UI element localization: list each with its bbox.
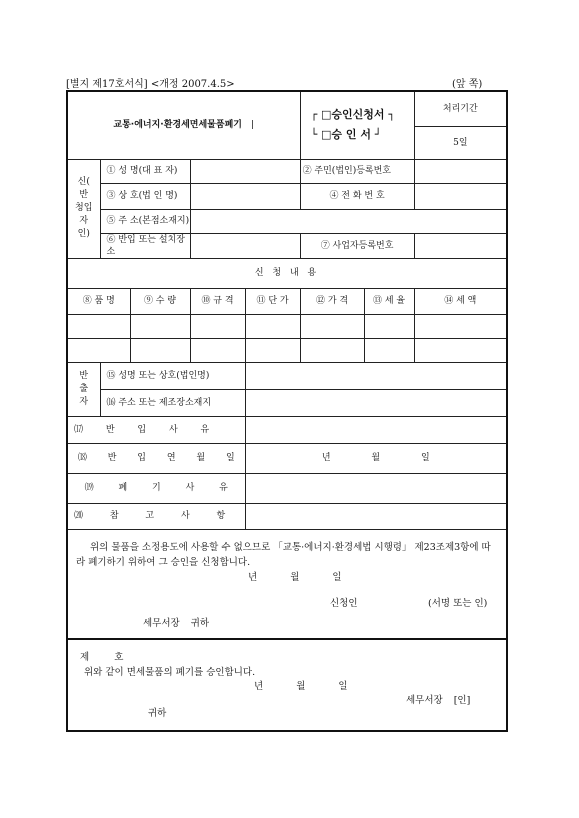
title-separator: | xyxy=(251,120,255,131)
date-in-label: ⒅ 반 입 연 월 일 xyxy=(67,443,245,473)
remarks-label: ⒇ 참 고 사 항 xyxy=(67,503,245,529)
applicant-phone-field[interactable] xyxy=(414,183,507,209)
applicant-group-label: 신( 반 청입 자 인) xyxy=(67,159,100,258)
application-date[interactable]: 년 월 일 xyxy=(248,571,342,583)
applicant-address-label: ⑤ 주 소(본점소재지) xyxy=(100,209,190,233)
item-row-1-price[interactable] xyxy=(300,314,364,338)
item-row-2-name[interactable] xyxy=(67,338,130,362)
col-item-name: ⑧ 품 명 xyxy=(67,288,130,314)
applicant-bizno-label: ⑦ 사업자등록번호 xyxy=(300,233,414,258)
disposal-approval-form xyxy=(66,90,508,732)
col-tax-rate: ⑬ 세 율 xyxy=(364,288,414,314)
applicant-trade-label: ③ 상 호(법 인 명) xyxy=(100,183,190,209)
option-approval[interactable]: □승 인 서 xyxy=(321,128,371,142)
shipper-name-field[interactable] xyxy=(245,362,507,389)
applicant-address-field[interactable] xyxy=(190,209,507,233)
col-price: ⑫ 가 격 xyxy=(300,288,364,314)
approval-office: 세무서장 [인] xyxy=(406,695,471,706)
applicant-location-label: ⑥ 반입 또는 설치장소 xyxy=(100,233,190,258)
item-row-1-name[interactable] xyxy=(67,314,130,338)
form-title: 교통·에너지·환경세면세물품폐기 xyxy=(113,120,242,131)
item-row-1-spec[interactable] xyxy=(190,314,245,338)
item-row-1-unit[interactable] xyxy=(245,314,300,338)
applicant-location-field[interactable] xyxy=(190,233,300,258)
applicant-signature-label: 신청인 xyxy=(330,597,358,609)
application-text: 위의 물품을 소정용도에 사용할 수 없으므로 「교통·에너지·환경세법 시행령」 제23조제3항에 따라 폐기하기 위하여 그 승인을 신청합니다. xyxy=(76,541,491,568)
content-heading: 신 청 내 용 xyxy=(67,258,507,288)
shipper-address-field[interactable] xyxy=(245,389,507,416)
remarks-field[interactable] xyxy=(245,503,507,529)
reason-in-field[interactable] xyxy=(245,416,507,443)
applicant-name-label: ① 성 명(대 표 자) xyxy=(100,159,190,183)
item-row-2-rate[interactable] xyxy=(364,338,414,362)
date-in-field[interactable]: 년 월 일 xyxy=(245,443,507,473)
processing-period-value: 5일 xyxy=(414,126,507,159)
approval-date[interactable]: 년 월 일 xyxy=(254,681,348,692)
applicant-regno-label: ② 주민(법인)등록번호 xyxy=(300,159,414,183)
shipper-name-label: ⑮ 성명 또는 상호(법인명) xyxy=(100,362,245,389)
item-row-2-unit[interactable] xyxy=(245,338,300,362)
col-quantity: ⑨ 수 량 xyxy=(130,288,190,314)
applicant-phone-label: ④ 전 화 번 호 xyxy=(300,183,414,209)
disposal-reason-label: ⒆ 폐 기 사 유 xyxy=(67,473,245,503)
item-row-2-spec[interactable] xyxy=(190,338,245,362)
applicant-trade-field[interactable] xyxy=(190,183,300,209)
application-addressee: 세무서장 귀하 xyxy=(143,617,210,629)
disposal-reason-field[interactable] xyxy=(245,473,507,503)
reason-in-label: ⒄ 반 입 사 유 xyxy=(67,416,245,443)
col-spec: ⑩ 규 격 xyxy=(190,288,245,314)
processing-period-label: 처리기간 xyxy=(414,91,507,126)
applicant-bizno-field[interactable] xyxy=(414,233,507,258)
shipper-address-label: ⒃ 주소 또는 제조장소재지 xyxy=(100,389,245,416)
page-side-label: (앞 쪽) xyxy=(452,79,483,90)
item-row-2-price[interactable] xyxy=(300,338,364,362)
col-tax-amount: ⑭ 세 액 xyxy=(414,288,507,314)
item-row-1-rate[interactable] xyxy=(364,314,414,338)
item-row-1-qty[interactable] xyxy=(130,314,190,338)
approval-addressee: 귀하 xyxy=(148,708,167,719)
form-number: [별지 제17호서식] <개정 2007.4.5> xyxy=(66,79,235,90)
item-row-2-tax[interactable] xyxy=(414,338,507,362)
item-row-2-qty[interactable] xyxy=(130,338,190,362)
applicant-regno-field[interactable] xyxy=(414,159,507,183)
option-application[interactable]: □승인신청서 xyxy=(321,108,385,122)
approval-number[interactable]: 제 호 xyxy=(80,652,124,663)
item-row-1-tax[interactable] xyxy=(414,314,507,338)
col-unit-price: ⑪ 단 가 xyxy=(245,288,300,314)
approval-section xyxy=(67,639,507,731)
shipper-group-label: 반 출 자 xyxy=(67,362,100,416)
signature-field[interactable]: (서명 또는 인) xyxy=(428,597,488,609)
title-options-cell: ┌ □승인신청서 ┐ └ □승 인 서 ┘ xyxy=(300,91,414,159)
application-section xyxy=(67,529,507,639)
applicant-name-field[interactable] xyxy=(190,159,300,183)
approval-text: 위와 같이 면세물품의 폐기를 승인합니다. xyxy=(84,667,256,678)
form-title-cell xyxy=(67,91,300,159)
